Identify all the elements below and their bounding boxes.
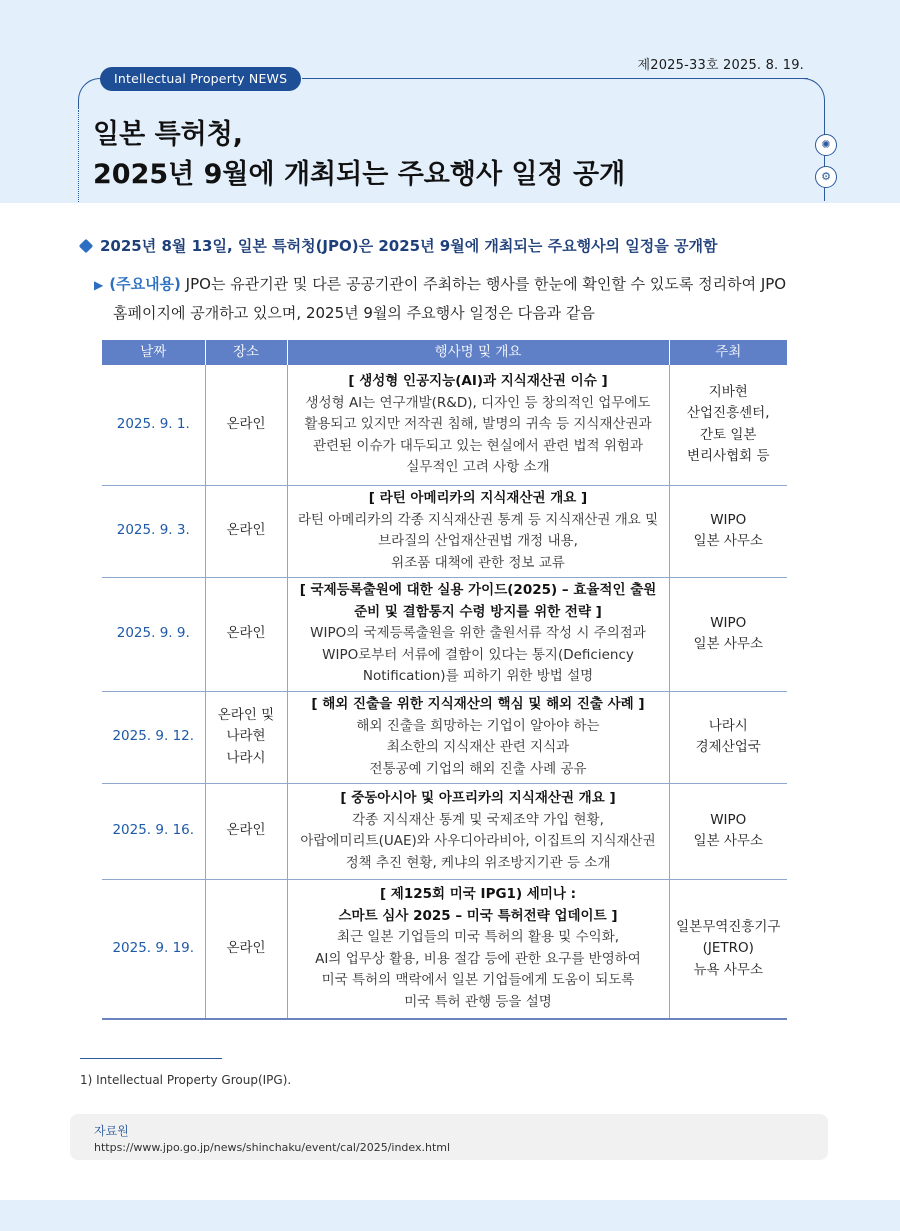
footnote: 1) Intellectual Property Group(IPG). [80, 1073, 292, 1087]
event-overview [287, 485, 669, 577]
place-line: 나라시 [226, 749, 266, 766]
event-desc-line: 최근 일본 기업들의 미국 특허의 활용 및 수익화, [336, 929, 620, 946]
event-desc-line: 위조품 대책에 관한 정보 교류 [391, 554, 565, 571]
host-line: WIPO [710, 614, 747, 631]
detail-text-2: 홈페이지에 공개하고 있으며, 2025년 9월의 주요행사 일정은 다음과 같음 [113, 304, 595, 322]
event-date: 2025. 9. 16. [102, 783, 205, 879]
event-host [669, 691, 787, 783]
table-row [102, 577, 787, 691]
bulb-icon: ✺ [815, 134, 837, 156]
place-line: 온라인 및 [217, 706, 275, 723]
event-title: 준비 및 결함통지 수령 방지를 위한 전략 ] [354, 603, 602, 620]
cube-bullet-icon [79, 238, 93, 252]
event-host [669, 577, 787, 691]
event-desc-line: 실무적인 고려 사항 소개 [406, 459, 550, 475]
event-desc-line: 활용되고 있지만 저작권 침해, 발명의 귀속 등 지식재산권과 [304, 416, 652, 432]
place-line: 온라인 [226, 940, 266, 956]
header-place: 장소 [205, 340, 287, 365]
event-desc-line: WIPO의 국제등록출원을 위한 출원서류 작성 시 주의점과 [310, 625, 646, 642]
place-line: 온라인 [226, 822, 266, 839]
event-host [669, 879, 787, 1019]
place-line: 온라인 [226, 416, 266, 432]
triangle-bullet-icon: ▶ [94, 278, 104, 292]
host-line: 일본 사무소 [693, 833, 763, 849]
event-desc-line: 관련된 이슈가 대두되고 있는 현실에서 관련 법적 위험과 [313, 437, 643, 454]
host-line: 일본무역진흥기구 [676, 918, 781, 935]
host-line: 일본 사무소 [693, 636, 763, 652]
header-host: 주최 [669, 340, 787, 365]
event-title: [ 국제등록출원에 대한 실용 가이드(2025) – 효율적인 출원 [299, 582, 657, 599]
event-desc-line: 각종 지식재산 통계 및 국제조약 가입 현황, [352, 811, 604, 828]
event-desc-line: 정책 추진 현황, 케냐의 위조방지기관 등 소개 [345, 854, 611, 871]
event-overview [287, 783, 669, 879]
event-place [205, 879, 287, 1019]
event-overview [287, 365, 669, 485]
table-header-row [102, 340, 787, 365]
page-title [93, 115, 625, 195]
host-line: 산업진흥센터, [686, 405, 770, 422]
header-date: 날짜 [102, 340, 205, 365]
header-event: 행사명 및 개요 [287, 340, 669, 365]
events-table [102, 340, 787, 1020]
news-label-badge: Intellectual Property NEWS [100, 67, 301, 91]
table-row [102, 365, 787, 485]
event-desc-line: 미국 특허의 맥락에서 일본 기업들에게 도움이 되도록 [321, 972, 635, 989]
event-desc-line: 미국 특허 관행 등을 설명 [404, 993, 552, 1010]
event-date: 2025. 9. 3. [102, 485, 205, 577]
event-place [205, 577, 287, 691]
place-line: 나라현 [226, 728, 266, 745]
detail-label: (주요내용) [109, 275, 181, 293]
detail-text-1: JPO는 유관기관 및 다른 공공기관이 주최하는 행사를 한눈에 확인할 수 있도록 정리하여 JPO [180, 275, 787, 293]
event-date: 2025. 9. 12. [102, 691, 205, 783]
gear-icon: ⚙ [815, 166, 837, 188]
source-label: 자료원 [94, 1124, 129, 1138]
event-host [669, 485, 787, 577]
event-title: [ 해외 진출을 위한 지식재산의 핵심 및 해외 진출 사례 ] [311, 696, 645, 712]
event-overview [287, 577, 669, 691]
event-host [669, 783, 787, 879]
table-row [102, 879, 787, 1019]
footer-band [0, 1200, 900, 1231]
event-desc-line: AI의 업무상 활용, 비용 절감 등에 관한 요구를 반영하여 [315, 950, 641, 967]
event-place [205, 783, 287, 879]
source-box [70, 1114, 828, 1160]
issue-number: 제2025-33호 2025. 8. 19. [637, 58, 804, 73]
event-desc-line: 최소한의 지식재산 관련 지식과 [386, 739, 570, 755]
host-line: 변리사협회 등 [686, 448, 770, 465]
event-desc-line: 생성형 AI는 연구개발(R&D), 디자인 등 창의적인 업무에도 [305, 394, 651, 411]
event-overview [287, 691, 669, 783]
host-line: WIPO [710, 811, 747, 828]
frame-left-dotted [78, 110, 79, 202]
host-line: 뉴욕 사무소 [693, 961, 763, 978]
place-line: 온라인 [226, 522, 266, 539]
host-line: WIPO [710, 511, 747, 528]
event-desc-line: 아랍에미리트(UAE)와 사우디아라비아, 이집트의 지식재산권 [300, 833, 656, 849]
event-host [669, 365, 787, 485]
event-title: [ 생성형 인공지능(AI)과 지식재산권 이슈 ] [348, 373, 608, 389]
event-date: 2025. 9. 9. [102, 577, 205, 691]
event-desc-line: 브라질의 산업재산권법 개정 내용, [378, 533, 578, 549]
event-desc-line: Notification)를 피하기 위한 방법 설명 [362, 668, 594, 685]
event-title: [ 제125회 미국 IPG1) 세미나 : [379, 886, 577, 903]
event-desc-line: 라틴 아메리카의 각종 지식재산권 통계 등 지식재산권 개요 및 [297, 511, 659, 528]
summary-headline-text: 2025년 8월 13일, 일본 특허청(JPO)은 2025년 9월에 개최되는 주요행사의 일정을 공개함 [100, 237, 718, 255]
host-line: 나라시 [708, 717, 748, 734]
host-line: 지바현 [708, 383, 748, 400]
summary-detail [94, 270, 834, 327]
event-title: [ 라틴 아메리카의 지식재산권 개요 ] [368, 490, 588, 506]
event-place [205, 485, 287, 577]
event-date: 2025. 9. 1. [102, 365, 205, 485]
host-line: 경제산업국 [695, 739, 761, 755]
title-line-2: 2025년 9월에 개최되는 주요행사 일정 공개 [93, 159, 626, 190]
place-line: 온라인 [226, 625, 266, 642]
host-line: (JETRO) [702, 940, 754, 956]
source-url-link[interactable]: https://www.jpo.go.jp/news/shinchaku/event/cal/2025/index.html [94, 1141, 451, 1154]
event-title: 스마트 심사 2025 – 미국 특허전략 업데이트 ] [338, 907, 618, 924]
event-place [205, 365, 287, 485]
table-row [102, 485, 787, 577]
event-date: 2025. 9. 19. [102, 879, 205, 1019]
footnote-divider [80, 1058, 222, 1059]
event-place [205, 691, 287, 783]
table-row [102, 691, 787, 783]
event-overview [287, 879, 669, 1019]
event-desc-line: 해외 진출을 희망하는 기업이 알아야 하는 [356, 717, 600, 734]
summary-headline [80, 235, 717, 256]
event-desc-line: 전통공예 기업의 해외 진출 사례 공유 [369, 760, 587, 777]
summary-detail-line-1 [94, 270, 834, 299]
host-line: 간토 일본 [700, 426, 757, 443]
title-line-1: 일본 특허청, [93, 119, 244, 150]
table-row [102, 783, 787, 879]
host-line: 일본 사무소 [693, 533, 763, 549]
event-title: [ 중동아시아 및 아프리카의 지식재산권 개요 ] [340, 790, 616, 806]
frame-top-line [302, 78, 808, 79]
event-desc-line: WIPO로부터 서류에 결함이 있다는 통지(Deficiency [322, 646, 634, 663]
